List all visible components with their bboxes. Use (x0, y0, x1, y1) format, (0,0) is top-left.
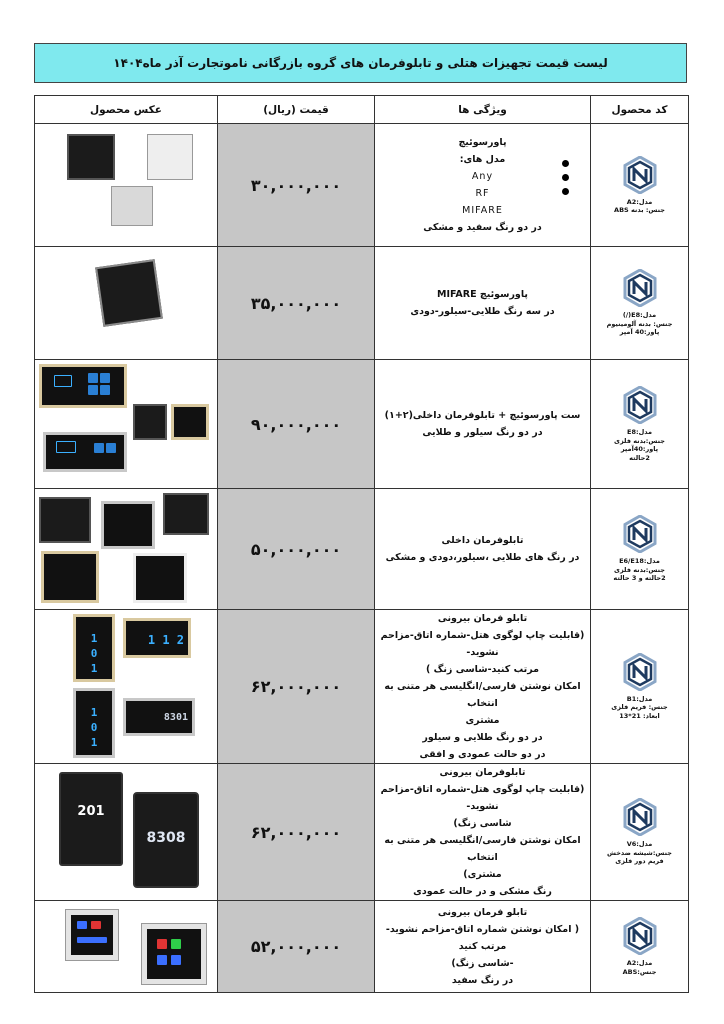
feature-line: امکان نوشتن فارسی/انگلیسی هر متنی به انتخاب (384, 681, 581, 709)
product-photo (35, 901, 218, 993)
photo-digit: 1 (90, 662, 98, 675)
brand-logo-icon (623, 269, 657, 307)
product-photo (35, 124, 218, 247)
spec-line: جنس:ABS (622, 967, 657, 976)
product-code (591, 247, 689, 360)
spec-line: جنس: بدنه آلومینیوم (606, 319, 673, 328)
product-spec (591, 557, 688, 583)
set-silver-image (43, 432, 127, 472)
panel-gold-image (41, 551, 99, 603)
a2-panel-2-image (141, 923, 207, 985)
product-spec (591, 311, 688, 337)
power-switch-back-image (111, 186, 153, 226)
v6-panel-8308-image (133, 792, 199, 888)
feature-line: در دو رنگ طلایی و سیلور (422, 732, 543, 743)
features (375, 610, 591, 764)
product-code (591, 901, 689, 993)
price-value: ۶۲,۰۰۰,۰۰۰ (218, 610, 375, 764)
brand-logo-icon (623, 156, 657, 194)
features (375, 901, 591, 993)
spec-line: پاور:40آمپر (620, 445, 659, 453)
power-switch-black-image (67, 134, 115, 180)
features (375, 360, 591, 489)
feature-line: -شاسی زنگ) (451, 958, 514, 969)
a2-panel-image (65, 909, 119, 961)
feature-line: شاسی زنگ) (453, 818, 512, 829)
table-row (35, 489, 689, 610)
product-photo (35, 360, 218, 489)
feature-line: تابلو فرمان بیرونی (437, 907, 528, 918)
spec-line: جنس:بدنه فلزی (614, 436, 665, 445)
feature-line: (قابلیت چاپ لوگوی هتل-شماره اتاق-مزاحم نشوید- (380, 630, 585, 658)
panel-silver-image (101, 501, 155, 549)
table-row (35, 124, 689, 247)
table-header-row (35, 96, 689, 124)
feature-line: مدل های: (459, 154, 506, 165)
feature-line: امکان نوشتن فارسی/انگلیسی هر متنی به انتخاب (384, 835, 581, 863)
spec-line: 2حالته (629, 453, 650, 462)
spec-line: مدل:E6/E18 (619, 557, 660, 566)
photo-room-number: 201 (77, 804, 105, 819)
header-features: ویژگی ها (375, 96, 591, 124)
table-row (35, 610, 689, 764)
panel-gold-image (171, 404, 209, 440)
spec-line: جنس:بدنه فلزی (614, 565, 665, 574)
header-code: کد محصول (591, 96, 689, 124)
feature-line: رنگ مشکی و در حالت عمودی (413, 886, 552, 897)
spec-line: مدل:V6 (626, 840, 653, 849)
product-spec (591, 959, 688, 976)
feature-line: در دو رنگ سیلور و طلایی (422, 427, 543, 438)
switch-black-image (133, 404, 167, 440)
price-value: ۵۰,۰۰۰,۰۰۰ (218, 489, 375, 610)
product-photo (35, 489, 218, 610)
vertical-silver-panel-image (73, 688, 115, 758)
brand-logo-icon (623, 798, 657, 836)
bullet-dots (561, 160, 569, 202)
photo-room-number: 8308 (146, 830, 186, 846)
price-value: ۵۲,۰۰۰,۰۰۰ (218, 901, 375, 993)
product-photo (35, 247, 218, 360)
spec-line: مدل:E8 (627, 428, 652, 436)
spec-line: مدل:B1 (626, 694, 653, 703)
feature-line: تابلوفرمان بیرونی (439, 767, 526, 778)
horizontal-gold-panel-image (123, 618, 191, 658)
vertical-gold-panel-image (73, 614, 115, 682)
product-photo (35, 610, 218, 764)
photo-digit: 1 (90, 706, 98, 719)
product-spec (591, 695, 688, 721)
feature-line: (قابلیت چاپ لوگوی هتل-شماره اتاق-مزاحم نشوید- (380, 784, 585, 812)
brand-logo-icon (623, 917, 657, 955)
features (375, 764, 591, 901)
spec-line: جنس: بدنه ABS (614, 206, 665, 214)
spec-line: جنس:شیشه ضدخش (607, 848, 672, 857)
product-spec (591, 198, 688, 215)
table-row (35, 764, 689, 901)
feature-line: مشتری (465, 715, 500, 726)
header-price: قیمت (ریال) (218, 96, 375, 124)
features (375, 124, 591, 247)
feature-line: MIFARE (462, 205, 503, 216)
price-value: ۹۰,۰۰۰,۰۰۰ (218, 360, 375, 489)
spec-line: جنس: فریم فلزی (611, 703, 668, 712)
feature-line: مرتب کنید-شاسی زنگ ) (425, 664, 540, 675)
feature-line: در دو حالت عمودی و افقی (419, 749, 546, 760)
photo-digit: 0 (90, 721, 98, 734)
product-code (591, 360, 689, 489)
product-code (591, 489, 689, 610)
product-photo (35, 764, 218, 901)
power-switch-mifare-image (95, 259, 163, 327)
product-spec (591, 428, 688, 462)
feature-line: در دو رنگ سفید و مشکی (423, 222, 542, 233)
brand-logo-icon (623, 515, 657, 553)
page-title: لیست قیمت تجهیزات هتلی و تابلوفرمان های گروه بازرگانی ناموتجارت آذر ماه۱۴۰۴ (34, 43, 687, 83)
price-table (34, 95, 689, 993)
photo-digit: 1 (90, 736, 98, 749)
feature-line: Any (471, 171, 494, 182)
features (375, 489, 591, 610)
table-row (35, 360, 689, 489)
feature-line: در سه رنگ طلایی-سیلور-دودی (410, 306, 555, 317)
feature-line: در رنگ سفید (451, 975, 514, 986)
product-code (591, 764, 689, 901)
spec-line: مدل:E8(/) (622, 311, 657, 320)
features (375, 247, 591, 360)
header-photo: عکس محصول (35, 96, 218, 124)
photo-digit: 1 1 2 (126, 621, 188, 655)
product-code (591, 124, 689, 247)
feature-line: تابلو فرمان بیرونی (437, 613, 528, 624)
feature-line: پاورسوئیچ (458, 137, 507, 148)
horizontal-silver-panel-image (123, 698, 195, 736)
price-value: ۶۲,۰۰۰,۰۰۰ (218, 764, 375, 901)
panel-white-frame-image (133, 553, 187, 603)
panel-black-2-image (163, 493, 209, 535)
spec-line: مدل:A2 (626, 197, 653, 206)
set-gold-image (39, 364, 127, 408)
spec-line: ابعاد: 21*13 (619, 711, 660, 720)
feature-line: در رنگ های طلایی ،سیلور،دودی و مشکی (385, 552, 580, 563)
photo-digit: 8301 (126, 701, 192, 733)
feature-line: ست پاورسوئیچ + تابلوفرمان داخلی(۲+۱) (384, 410, 581, 421)
feature-line: ( امکان نوشتن شماره اتاق-مزاحم نشوید-مرتب کنید (385, 924, 580, 952)
spec-line: مدل:A2 (626, 959, 653, 967)
panel-black-image (39, 497, 91, 543)
table-row (35, 901, 689, 993)
feature-line: مشتری) (463, 869, 502, 880)
price-value: ۳۰,۰۰۰,۰۰۰ (218, 124, 375, 247)
product-spec (591, 840, 688, 866)
feature-line: تابلوفرمان داخلی (441, 535, 524, 546)
feature-line: RF (475, 188, 490, 199)
spec-line: 2حالته و 3 حالته (613, 574, 666, 583)
power-switch-white-image (147, 134, 193, 180)
spec-line: فریم دور فلزی (615, 857, 664, 866)
price-value: ۳۵,۰۰۰,۰۰۰ (218, 247, 375, 360)
feature-line: پاورسوئیچ MIFARE (437, 289, 528, 300)
photo-digit: 1 (90, 632, 98, 645)
brand-logo-icon (623, 653, 657, 691)
table-row (35, 247, 689, 360)
spec-line: پاور:40 آمپر (619, 328, 660, 337)
v6-panel-201-image (59, 772, 123, 866)
brand-logo-icon (623, 386, 657, 424)
product-code (591, 610, 689, 764)
photo-digit: 0 (90, 647, 98, 660)
